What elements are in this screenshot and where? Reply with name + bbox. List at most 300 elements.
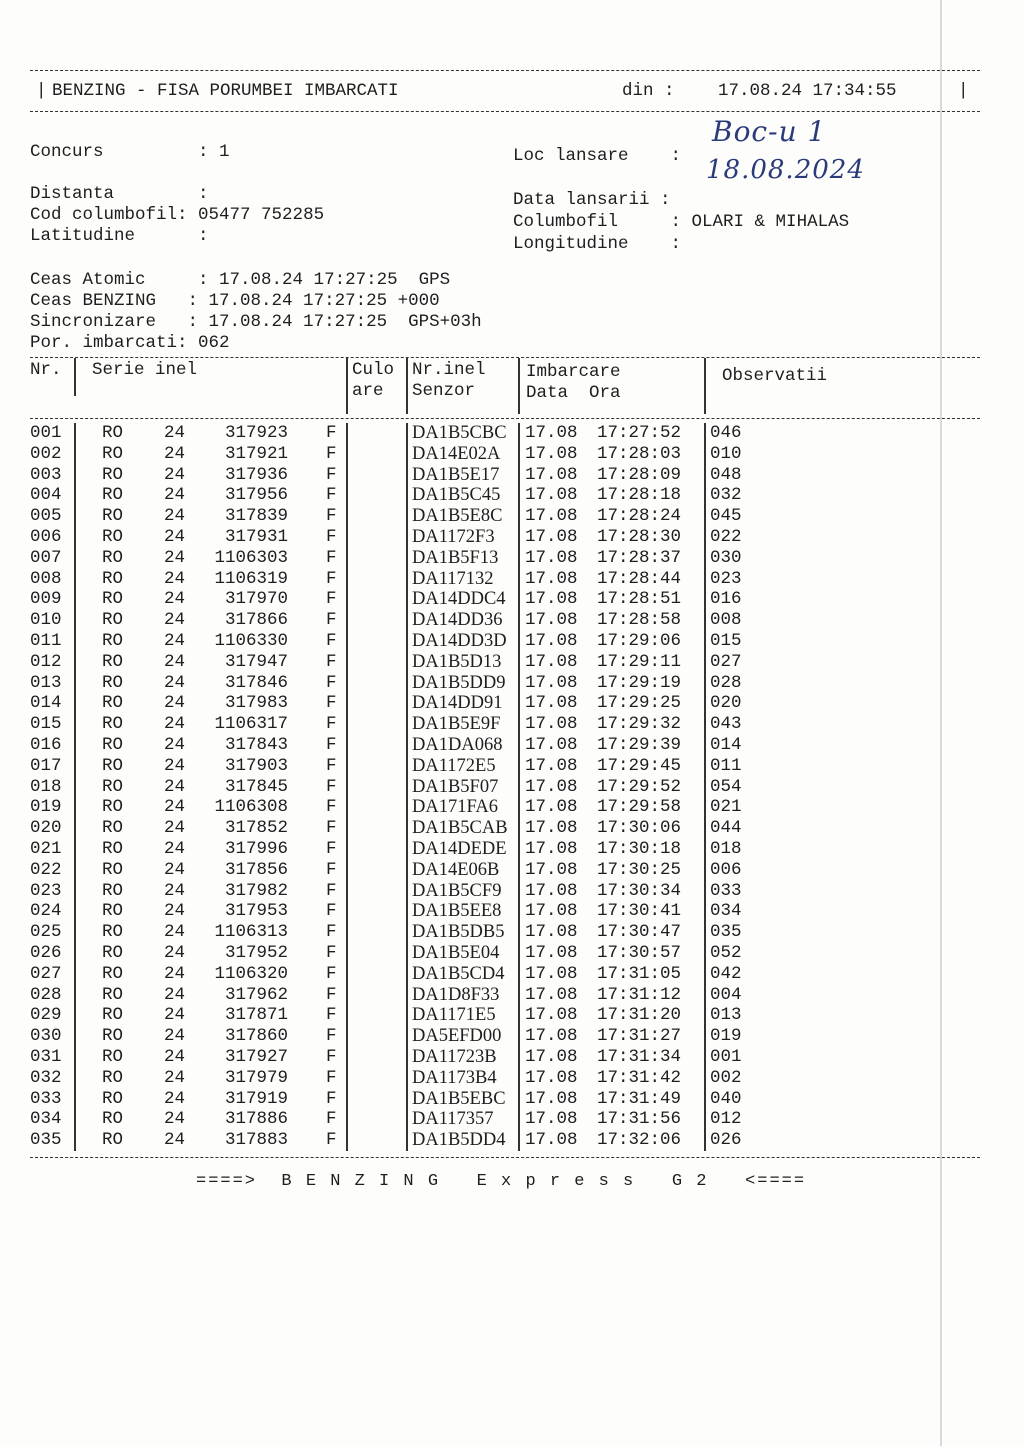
row-data: 17.08 (525, 963, 578, 984)
row-inel: 317979 (224, 1067, 288, 1088)
row-sex: F (326, 797, 337, 818)
row-data: 17.08 (525, 589, 578, 610)
row-sex: F (326, 568, 337, 589)
row-observatii: 011 (710, 755, 742, 776)
table-row (30, 1109, 980, 1130)
row-inel: 1106308 (214, 797, 288, 818)
row-an: 24 (164, 901, 186, 922)
row-tara: RO (102, 526, 124, 547)
row-data: 17.08 (525, 922, 578, 943)
row-tara: RO (102, 464, 124, 485)
row-ora: 17:28:44 (597, 568, 682, 589)
row-nr: 021 (30, 838, 62, 859)
row-senzor: DA14DD91 (412, 693, 503, 714)
table-row (30, 943, 980, 964)
ceas-benzing-value: 17.08.24 17:27:25 +000 (208, 291, 440, 311)
row-senzor: DA117132 (412, 568, 494, 589)
row-senzor: DA1B5F07 (412, 776, 499, 797)
table-row (30, 797, 980, 818)
row-tara: RO (102, 1088, 124, 1109)
row-sex: F (326, 714, 337, 735)
table-row (30, 610, 980, 631)
title-bar: | BENZING - FISA PORUMBEI IMBARCATI din : 17.08.24 17:34:55 | (36, 81, 969, 101)
row-nr: 029 (30, 1005, 62, 1026)
row-tara: RO (102, 423, 124, 443)
row-sex: F (326, 880, 337, 901)
race-info (30, 112, 980, 357)
row-inel: 317962 (224, 984, 288, 1005)
row-data: 17.08 (525, 610, 578, 631)
row-data: 17.08 (525, 1026, 578, 1047)
row-senzor: DA1DA068 (412, 734, 503, 755)
row-inel: 1106320 (214, 963, 288, 984)
row-senzor: DA1B5DD4 (412, 1130, 506, 1151)
row-data: 17.08 (525, 464, 578, 485)
row-tara: RO (102, 797, 124, 818)
document-title: BENZING - FISA PORUMBEI IMBARCATI (52, 81, 399, 101)
row-data: 17.08 (525, 526, 578, 547)
row-observatii: 054 (710, 776, 742, 797)
table-row (30, 485, 980, 506)
table-row (30, 673, 980, 694)
col-imbarcare-2: Data Ora (526, 383, 621, 403)
row-ora: 17:31:05 (597, 963, 682, 984)
row-observatii: 012 (710, 1109, 742, 1130)
row-data: 17.08 (525, 797, 578, 818)
row-inel: 317982 (224, 880, 288, 901)
row-ora: 17:28:30 (597, 526, 682, 547)
row-observatii: 026 (710, 1130, 742, 1151)
row-an: 24 (164, 1046, 186, 1067)
row-sex: F (326, 922, 337, 943)
latitudine-label: Latitudine : (30, 226, 209, 246)
row-senzor: DA1B5CBC (412, 423, 507, 443)
row-sex: F (326, 630, 337, 651)
row-observatii: 046 (710, 423, 742, 443)
row-data: 17.08 (525, 859, 578, 880)
row-inel: 317846 (224, 672, 288, 693)
row-ora: 17:32:06 (597, 1130, 682, 1151)
row-observatii: 023 (710, 568, 742, 589)
row-an: 24 (164, 568, 186, 589)
row-sex: F (326, 963, 337, 984)
row-sex: F (326, 464, 337, 485)
row-senzor: DA5EFD00 (412, 1026, 502, 1047)
footer-brand: ====> B E N Z I N G E x p r e s s G 2 <==== (196, 1171, 807, 1191)
row-observatii: 044 (710, 818, 742, 839)
row-nr: 002 (30, 443, 62, 464)
row-an: 24 (164, 714, 186, 735)
row-tara: RO (102, 838, 124, 859)
row-nr: 020 (30, 818, 62, 839)
row-inel: 317903 (224, 755, 288, 776)
loc-lansare-handwritten: Boc-u 1 (712, 115, 827, 148)
table-row (30, 1047, 980, 1068)
row-sex: F (326, 984, 337, 1005)
divider (30, 418, 980, 419)
row-sex: F (326, 859, 337, 880)
row-data: 17.08 (525, 1130, 578, 1151)
row-nr: 014 (30, 693, 62, 714)
row-inel: 1106313 (214, 922, 288, 943)
table-row (30, 839, 980, 860)
row-data: 17.08 (525, 672, 578, 693)
row-tara: RO (102, 1005, 124, 1026)
row-an: 24 (164, 818, 186, 839)
row-an: 24 (164, 880, 186, 901)
row-tara: RO (102, 568, 124, 589)
cod-columbofil-value: 05477 752285 (198, 205, 325, 225)
row-observatii: 045 (710, 506, 742, 527)
row-senzor: DA1B5E8C (412, 506, 503, 527)
row-nr: 011 (30, 630, 62, 651)
row-data: 17.08 (525, 1088, 578, 1109)
row-an: 24 (164, 547, 186, 568)
row-ora: 17:31:20 (597, 1005, 682, 1026)
row-observatii: 048 (710, 464, 742, 485)
row-tara: RO (102, 880, 124, 901)
row-inel: 317952 (224, 942, 288, 963)
row-data: 17.08 (525, 423, 578, 443)
table-row (30, 881, 980, 902)
row-tara: RO (102, 963, 124, 984)
row-ora: 17:29:39 (597, 734, 682, 755)
row-tara: RO (102, 1026, 124, 1047)
row-nr: 023 (30, 880, 62, 901)
columbofil-value: OLARI & MIHALAS (691, 212, 850, 232)
row-nr: 016 (30, 734, 62, 755)
row-ora: 17:30:41 (597, 901, 682, 922)
row-sex: F (326, 901, 337, 922)
concurs-value: 1 (219, 142, 230, 162)
row-nr: 034 (30, 1109, 62, 1130)
row-senzor: DA1B5DD9 (412, 672, 506, 693)
row-tara: RO (102, 734, 124, 755)
data-lansarii-label: Data lansarii : (513, 190, 671, 210)
row-an: 24 (164, 1005, 186, 1026)
row-senzor: DA1B5CF9 (412, 880, 502, 901)
row-sex: F (326, 547, 337, 568)
row-sex: F (326, 818, 337, 839)
row-sex: F (326, 610, 337, 631)
row-an: 24 (164, 423, 186, 443)
row-senzor: DA1B5DB5 (412, 922, 505, 943)
col-nr: Nr. (30, 360, 62, 380)
row-ora: 17:30:18 (597, 838, 682, 859)
table-row (30, 1068, 980, 1089)
row-observatii: 032 (710, 485, 742, 506)
col-nr-inel-1: Nr.inel (412, 360, 486, 380)
row-ora: 17:29:06 (597, 630, 682, 651)
row-sex: F (326, 1026, 337, 1047)
row-nr: 006 (30, 526, 62, 547)
row-senzor: DA14DEDE (412, 838, 507, 859)
row-ora: 17:28:09 (597, 464, 682, 485)
row-ora: 17:30:06 (597, 818, 682, 839)
row-senzor: DA1B5E9F (412, 714, 501, 735)
row-senzor: DA11723B (412, 1046, 497, 1067)
row-observatii: 035 (710, 922, 742, 943)
row-an: 24 (164, 1109, 186, 1130)
row-nr: 032 (30, 1067, 62, 1088)
row-sex: F (326, 942, 337, 963)
row-observatii: 033 (710, 880, 742, 901)
din-label: din : (622, 81, 675, 101)
row-observatii: 034 (710, 901, 742, 922)
row-senzor: DA14E06B (412, 859, 500, 880)
row-an: 24 (164, 1088, 186, 1109)
row-senzor: DA171FA6 (412, 797, 498, 818)
row-nr: 007 (30, 547, 62, 568)
col-culoare-1: Culo (352, 360, 395, 380)
row-ora: 17:29:11 (597, 651, 682, 672)
row-inel: 317839 (224, 506, 288, 527)
row-data: 17.08 (525, 818, 578, 839)
row-an: 24 (164, 755, 186, 776)
row-data: 17.08 (525, 1067, 578, 1088)
row-senzor: DA117357 (412, 1109, 494, 1130)
row-nr: 003 (30, 464, 62, 485)
row-data: 17.08 (525, 568, 578, 589)
row-sex: F (326, 734, 337, 755)
row-data: 17.08 (525, 1109, 578, 1130)
row-observatii: 042 (710, 963, 742, 984)
row-sex: F (326, 651, 337, 672)
row-tara: RO (102, 859, 124, 880)
row-inel: 1106330 (214, 630, 288, 651)
row-inel: 317866 (224, 610, 288, 631)
row-an: 24 (164, 963, 186, 984)
distanta-label: Distanta : (30, 184, 209, 204)
row-tara: RO (102, 1067, 124, 1088)
table-row (30, 860, 980, 881)
row-an: 24 (164, 526, 186, 547)
row-observatii: 016 (710, 589, 742, 610)
row-tara: RO (102, 1130, 124, 1151)
pigeon-table (30, 423, 980, 1151)
row-ora: 17:31:34 (597, 1046, 682, 1067)
row-data: 17.08 (525, 942, 578, 963)
row-inel: 317923 (224, 423, 288, 443)
row-ora: 17:28:51 (597, 589, 682, 610)
sincronizare-value: 17.08.24 17:27:25 GPS+03h (208, 312, 482, 332)
row-observatii: 002 (710, 1067, 742, 1088)
row-an: 24 (164, 942, 186, 963)
row-nr: 030 (30, 1026, 62, 1047)
row-data: 17.08 (525, 1046, 578, 1067)
row-tara: RO (102, 818, 124, 839)
row-nr: 025 (30, 922, 62, 943)
row-inel: 317860 (224, 1026, 288, 1047)
print-timestamp: 17.08.24 17:34:55 (718, 81, 897, 101)
row-senzor: DA1B5CD4 (412, 963, 505, 984)
row-nr: 001 (30, 423, 62, 443)
row-an: 24 (164, 630, 186, 651)
table-row (30, 901, 980, 922)
col-nr-inel-2: Senzor (412, 381, 476, 401)
row-senzor: DA14E02A (412, 443, 501, 464)
table-row (30, 548, 980, 569)
row-nr: 031 (30, 1046, 62, 1067)
row-sex: F (326, 443, 337, 464)
row-nr: 028 (30, 984, 62, 1005)
row-an: 24 (164, 922, 186, 943)
row-an: 24 (164, 464, 186, 485)
row-sex: F (326, 589, 337, 610)
row-inel: 1106303 (214, 547, 288, 568)
row-an: 24 (164, 984, 186, 1005)
row-tara: RO (102, 589, 124, 610)
ceas-benzing-label: Ceas BENZING : (30, 291, 199, 311)
row-inel: 317947 (224, 651, 288, 672)
table-row (30, 693, 980, 714)
row-ora: 17:29:52 (597, 776, 682, 797)
row-ora: 17:31:56 (597, 1109, 682, 1130)
table-row (30, 964, 980, 985)
row-sex: F (326, 506, 337, 527)
row-nr: 017 (30, 755, 62, 776)
row-inel: 317919 (224, 1088, 288, 1109)
row-sex: F (326, 838, 337, 859)
columbofil-label: Columbofil : (513, 212, 682, 232)
row-nr: 009 (30, 589, 62, 610)
table-row (30, 1005, 980, 1026)
row-data: 17.08 (525, 776, 578, 797)
row-an: 24 (164, 797, 186, 818)
table-row (30, 714, 980, 735)
table-row (30, 444, 980, 465)
row-observatii: 004 (710, 984, 742, 1005)
row-tara: RO (102, 630, 124, 651)
row-ora: 17:27:52 (597, 423, 682, 443)
longitudine-label: Longitudine : (513, 234, 682, 254)
row-inel: 317996 (224, 838, 288, 859)
row-sex: F (326, 1130, 337, 1151)
row-tara: RO (102, 714, 124, 735)
row-nr: 035 (30, 1130, 62, 1151)
row-tara: RO (102, 776, 124, 797)
row-sex: F (326, 693, 337, 714)
row-observatii: 020 (710, 693, 742, 714)
row-ora: 17:31:49 (597, 1088, 682, 1109)
row-senzor: DA1B5EBC (412, 1088, 506, 1109)
row-senzor: DA1D8F33 (412, 984, 500, 1005)
row-observatii: 013 (710, 1005, 742, 1026)
row-observatii: 008 (710, 610, 742, 631)
row-sex: F (326, 485, 337, 506)
row-an: 24 (164, 485, 186, 506)
col-observatii: Observatii (722, 366, 828, 386)
row-senzor: DA1B5CAB (412, 818, 508, 839)
row-data: 17.08 (525, 506, 578, 527)
row-nr: 022 (30, 859, 62, 880)
row-nr: 019 (30, 797, 62, 818)
row-inel: 1106319 (214, 568, 288, 589)
row-sex: F (326, 755, 337, 776)
row-sex: F (326, 1005, 337, 1026)
row-data: 17.08 (525, 880, 578, 901)
row-data: 17.08 (525, 838, 578, 859)
row-senzor: DA1173B4 (412, 1067, 497, 1088)
row-ora: 17:30:47 (597, 922, 682, 943)
row-ora: 17:29:32 (597, 714, 682, 735)
row-tara: RO (102, 651, 124, 672)
row-ora: 17:28:37 (597, 547, 682, 568)
row-observatii: 018 (710, 838, 742, 859)
row-ora: 17:31:27 (597, 1026, 682, 1047)
table-header (30, 358, 980, 414)
row-inel: 317927 (224, 1046, 288, 1067)
row-tara: RO (102, 942, 124, 963)
row-nr: 005 (30, 506, 62, 527)
row-ora: 17:28:58 (597, 610, 682, 631)
row-sex: F (326, 672, 337, 693)
row-senzor: DA1172F3 (412, 526, 495, 547)
data-lansarii-handwritten: 18.08.2024 (706, 155, 865, 185)
row-data: 17.08 (525, 547, 578, 568)
row-inel: 317970 (224, 589, 288, 610)
row-senzor: DA14DDC4 (412, 589, 506, 610)
row-nr: 008 (30, 568, 62, 589)
row-sex: F (326, 1088, 337, 1109)
row-nr: 024 (30, 901, 62, 922)
row-data: 17.08 (525, 984, 578, 1005)
row-nr: 026 (30, 942, 62, 963)
row-sex: F (326, 776, 337, 797)
table-row (30, 777, 980, 798)
row-inel: 317956 (224, 485, 288, 506)
row-tara: RO (102, 984, 124, 1005)
row-tara: RO (102, 901, 124, 922)
row-an: 24 (164, 776, 186, 797)
row-observatii: 043 (710, 714, 742, 735)
row-inel: 317871 (224, 1005, 288, 1026)
row-ora: 17:30:57 (597, 942, 682, 963)
row-nr: 018 (30, 776, 62, 797)
table-row (30, 652, 980, 673)
row-tara: RO (102, 485, 124, 506)
row-an: 24 (164, 1067, 186, 1088)
row-nr: 015 (30, 714, 62, 735)
row-observatii: 015 (710, 630, 742, 651)
row-nr: 033 (30, 1088, 62, 1109)
row-ora: 17:29:45 (597, 755, 682, 776)
row-nr: 010 (30, 610, 62, 631)
row-tara: RO (102, 610, 124, 631)
row-ora: 17:28:18 (597, 485, 682, 506)
row-observatii: 028 (710, 672, 742, 693)
col-culoare-2: are (352, 381, 384, 401)
row-tara: RO (102, 443, 124, 464)
row-senzor: DA1B5F13 (412, 547, 499, 568)
row-data: 17.08 (525, 443, 578, 464)
row-an: 24 (164, 610, 186, 631)
row-observatii: 052 (710, 942, 742, 963)
row-sex: F (326, 526, 337, 547)
table-row (30, 922, 980, 943)
row-tara: RO (102, 693, 124, 714)
row-inel: 317931 (224, 526, 288, 547)
row-inel: 317856 (224, 859, 288, 880)
loc-lansare-label: Loc lansare : (513, 146, 682, 166)
row-tara: RO (102, 506, 124, 527)
row-an: 24 (164, 838, 186, 859)
row-data: 17.08 (525, 630, 578, 651)
row-observatii: 019 (710, 1026, 742, 1047)
row-inel: 317936 (224, 464, 288, 485)
row-observatii: 022 (710, 526, 742, 547)
row-observatii: 006 (710, 859, 742, 880)
